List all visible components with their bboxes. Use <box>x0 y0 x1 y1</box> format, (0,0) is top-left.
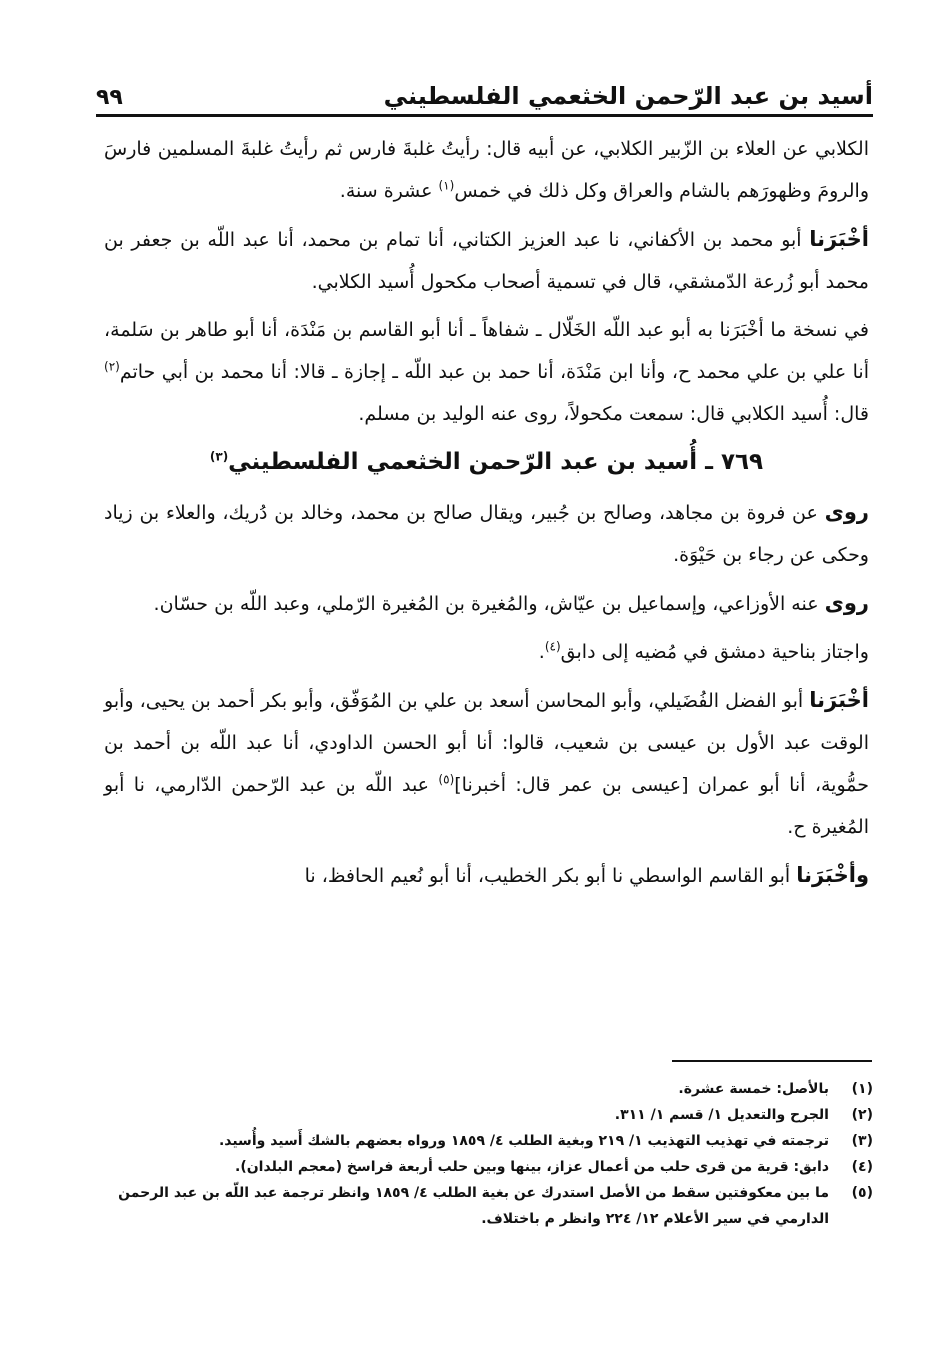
footnote-item <box>110 1154 873 1180</box>
paragraph-lead-word: أخْبَرَنا <box>809 688 869 712</box>
footnote-number: (٢) <box>851 1107 873 1123</box>
paragraph-text: في نسخة ما أخْبَرَنا به أبو عبد اللّه الخَلّال ـ شفاهاً ـ أنا أبو القاسم بن مَنْدَة، أنا أبو طاهر بن سَلمة، أنا علي بن علي محمد ح، وأنا ابن مَنْدَة، أنا حمد بن عبد اللّه ـ إجازة ـ قالا: أنا محمد بن أبي حاتم <box>104 319 869 383</box>
paragraph-6 <box>104 631 869 673</box>
paragraph-text: قال: أُسيد الكلابي قال: سمعت مكحولاً، روى عنه الوليد بن مسلم. <box>358 403 869 425</box>
paragraph-text: عبد اللّه بن عبد الرّحمن الدّارمي، نا أبو المُغيرة ح. <box>104 774 869 838</box>
footnote-text: دابق: قرية من قرى حلب من أعمال عزاز، بينها وبين حلب أربعة فراسخ (معجم البلدان). <box>235 1159 829 1175</box>
paragraph-text: الكلابي عن العلاء بن الزّبير الكلابي، عن أبيه قال: رأيتُ غلبةَ فارس ثم رأيتُ غلبةَ المسلمين فارسَ والرومَ وظهورَهم بالشام والعراق وكل ذلك في خمس <box>104 138 869 202</box>
footnote-text: بالأصل: خمسة عشرة. <box>678 1081 829 1097</box>
paragraph-text: أبو الفضل الفُضَيلي، وأبو المحاسن أسعد بن علي بن المُوَفّق، وأبو بكر أحمد بن يحيى، وأبو الوقت عبد الأول بن عيسى بن شعيب، قالوا: أنا أبو الحسن الداودي، أنا عبد اللّه بن أحمد بن حمُّوية، أنا أبو عمران [عيسى بن عمر قال: أخبرنا] <box>104 690 869 796</box>
paragraph-4 <box>104 491 869 576</box>
paragraph-text: عن فروة بن مجاهد، وصالح بن جُبير، ويقال صالح بن محمد، وخالد بن دُريك، والعلاء بن زياد وحكى عن رجاء بن حَيْوَة. <box>104 502 869 566</box>
paragraph-text: واجتاز بناحية دمشق في مُضيه إلى دابق <box>560 641 869 663</box>
footnote-ref: (٤) <box>544 639 561 654</box>
entry-heading-text: ٧٦٩ ـ أُسيد بن عبد الرّحمن الخثعمي الفلسطيني <box>228 449 764 475</box>
footnote-item <box>110 1180 873 1232</box>
footnote-number: (٤) <box>851 1159 873 1175</box>
paragraph-text: عشرة سنة. <box>339 180 439 202</box>
footnote-text: الجرح والتعديل ١/ قسم ١/ ٣١١. <box>614 1107 829 1123</box>
paragraph-text: . <box>538 641 545 663</box>
entry-heading <box>104 441 869 483</box>
main-text <box>104 128 869 903</box>
footnote-number: (١) <box>851 1081 873 1097</box>
footnote-number: (٣) <box>851 1133 873 1149</box>
footnote-divider <box>672 1060 872 1062</box>
paragraph-2 <box>104 218 869 303</box>
paragraph-lead-word: روى <box>824 500 869 524</box>
footnote-ref: (٣) <box>209 449 229 464</box>
footnote-text: ما بين معكوفتين سقط من الأصل استدرك عن بغية الطلب ٤/ ١٨٥٩ وانظر ترجمة عبد اللّه بن عبد الرحمن الدارمي في سير الأعلام ١٢/ ٢٢٤ وانظر م باختلاف. <box>118 1185 829 1227</box>
paragraph-5 <box>104 582 869 625</box>
running-title: أسيد بن عبد الرّحمن الخثعمي الفلسطيني <box>383 82 873 110</box>
paragraph-7 <box>104 679 869 848</box>
paragraph-1 <box>104 128 869 212</box>
footnote-text: ترجمته في تهذيب التهذيب ١/ ٢١٩ وبغية الطلب ٤/ ١٨٥٩ ورواه بعضهم بالشك أَسيد وأُسيد. <box>218 1133 829 1149</box>
paragraph-lead-word: روى <box>824 591 869 615</box>
footnote-number: (٥) <box>851 1185 873 1201</box>
paragraph-3 <box>104 309 869 435</box>
footnote-item <box>110 1128 873 1154</box>
page-number: ٩٩ <box>96 85 123 110</box>
paragraph-lead-word: أخْبَرَنا <box>809 227 869 251</box>
footnote-item <box>110 1102 873 1128</box>
footnotes <box>110 1076 873 1232</box>
paragraph-text: عنه الأوزاعي، وإسماعيل بن عيّاش، والمُغيرة بن المُغيرة الرّملي، وعبد اللّه بن حسّان. <box>153 593 825 615</box>
paragraph-lead-word: وأخْبَرَنا <box>796 863 869 887</box>
paragraph-text: أبو القاسم الواسطي نا أبو بكر الخطيب، أنا أبو نُعيم الحافظ، نا <box>304 865 797 887</box>
paragraph-text: أبو محمد بن الأكفاني، نا عبد العزيز الكتاني، أنا تمام بن محمد، أنا عبد اللّه بن جعفر بن محمد أبو زُرعة الدّمشقي، قال في تسمية أصحاب مكحول أُسيد الكلابي. <box>104 229 869 293</box>
footnote-item <box>110 1076 873 1102</box>
footnote-ref: (١) <box>438 178 455 193</box>
running-header <box>96 66 873 117</box>
paragraph-8 <box>104 854 869 897</box>
footnote-ref: (٢) <box>104 359 120 374</box>
footnote-ref: (٥) <box>438 772 455 787</box>
